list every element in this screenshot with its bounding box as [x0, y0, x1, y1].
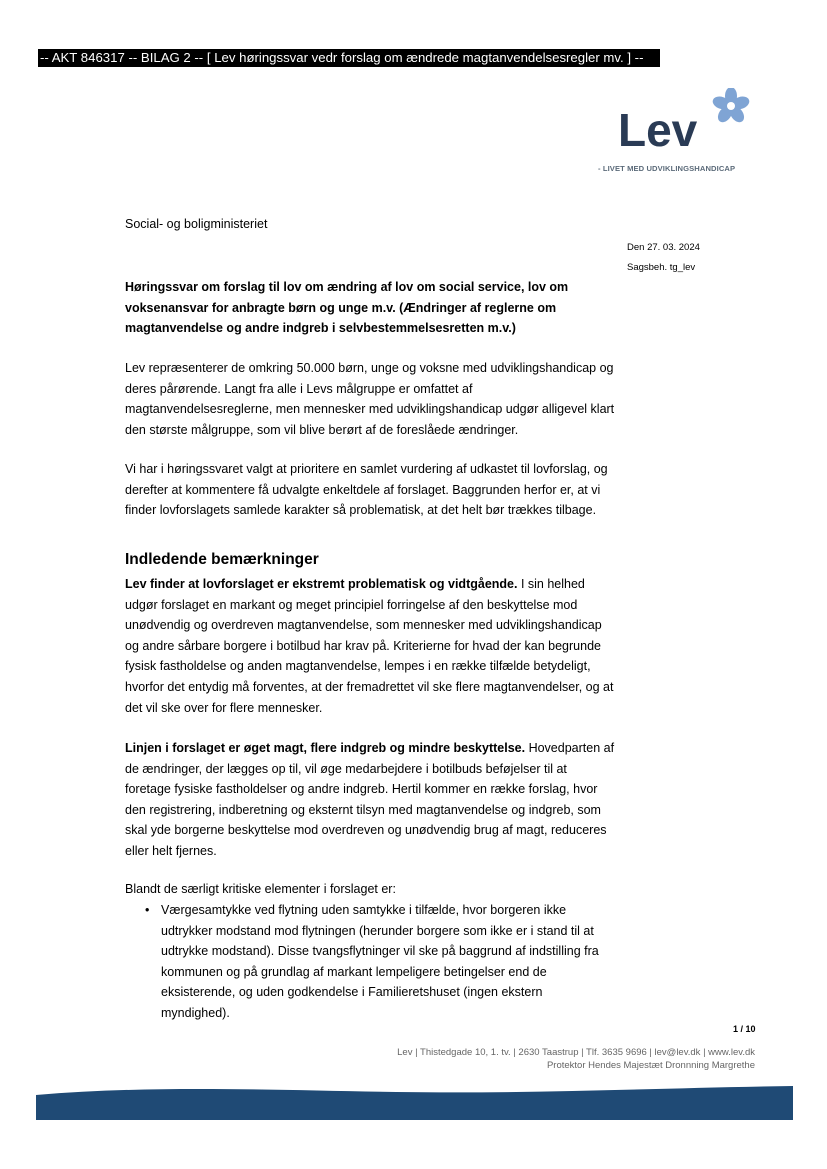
- logo-wordmark: Lev: [618, 104, 698, 156]
- akt-banner: -- AKT 846317 -- BILAG 2 -- [ Lev høringssvar vedr forslag om ændrede magtanvendelsesregler mv. ] --: [38, 49, 660, 67]
- lev-logo: [598, 88, 763, 178]
- letter-date: Den 27. 03. 2024: [627, 242, 700, 253]
- paragraph-more-force: [125, 738, 615, 862]
- case-handler: Sagsbeh. tg_lev: [627, 262, 696, 273]
- flower-icon: [711, 88, 751, 125]
- paragraph-problematic: [125, 574, 615, 718]
- list-item: [145, 900, 605, 1024]
- recipient: Social- og boligministeriet: [125, 217, 268, 231]
- paragraph-more-force-body: Hovedparten af de ændringer, der lægges op til, vil øge medarbejdere i botilbuds beføjelser til at foretage fysiske fastholdelser og andre indgreb. Hertil kommer en række forslag, hvor den registrering, indberetning og eksternt tilsyn med magtanvendelse og indgreb, som skal yde borgerne beskyttelse mod overdreven og unødvendig brug af magt, reduceres eller helt fjernes.: [125, 741, 615, 858]
- paragraph-problematic-lead: Lev finder at lovforslaget er ekstremt problematisk og vidtgående.: [125, 577, 518, 591]
- letter-meta: [627, 238, 700, 278]
- paragraph-intro: Lev repræsenterer de omkring 50.000 børn, unge og voksne med udviklingshandicap og deres pårørende. Langt fra alle i Levs målgruppe er omfattet af magtanvendelsesreglerne, men mennesker med udviklingshandicap udgør alligevel klart den største målgruppe, som vil blive berørt af de foreslåede ændringer.: [125, 361, 615, 437]
- logo-tagline: - LIVET MED UDVIKLINGSHANDICAP: [598, 164, 736, 173]
- footer-patron: Protektor Hendes Majestæt Dronnning Margrethe: [546, 1060, 755, 1071]
- subject-line: Høringssvar om forslag til lov om ændring af lov om social service, lov om voksenansvar for anbragte børn og unge m.v. (Ændringer af reglerne om magtanvendelse og andre indgreb i selvbestemmelsesretten m.v.): [125, 280, 569, 336]
- footer-address: Lev | Thistedgade 10, 1. tv. | 2630 Taastrup | Tlf. 3635 9696 | lev@lev.dk | www.lev.dk: [397, 1047, 755, 1058]
- bullet-icon: •: [145, 903, 150, 917]
- section-heading: Indledende bemærkninger: [125, 551, 319, 568]
- paragraph-critical-elements: Blandt de særligt kritiske elementer i forslaget er:: [125, 882, 396, 896]
- paragraph-priority: Vi har i høringssvaret valgt at prioritere en samlet vurdering af udkastet til lovforslag, og derefter at kommentere få udvalgte enkeltdele af forslaget. Baggrunden herfor er, at vi finder lovforslagets samlede karakter så problematisk, at det helt bør trækkes tilbage.: [125, 462, 608, 518]
- critical-elements-list: [145, 900, 605, 1024]
- paragraph-more-force-lead: Linjen i forslaget er øget magt, flere indgreb og mindre beskyttelse.: [125, 741, 526, 755]
- footer-wave: [36, 1080, 793, 1120]
- page-number: 1 / 10: [733, 1024, 756, 1034]
- list-item-text: Værgesamtykke ved flytning uden samtykke i tilfælde, hvor borgeren ikke udtrykker modstand mod flytningen (herunder borgere som ikke er i stand til at udtrykke modstand). Disse tvangsflytninger vil ske på baggrund af indstilling fra kommunen og på grundlag af markant lempeligere betingelser end de eksisterende, og uden godkendelse i Familieretshuset (ingen ekstern myndighed).: [161, 903, 599, 1020]
- lev-logo-mark: [616, 88, 761, 160]
- paragraph-problematic-body: I sin helhed udgør forslaget en markant og meget principiel forringelse af den beskyttelse mod unødvendig og overdreven magtanvendelse, som mennesker med udviklingshandicap og andre sårbare borgere i botilbud har krav på. Kriterierne for hvad der kan begrunde fysisk fastholdelse og anden magtanvendelse, lempes i en række tilfælde betydeligt, hvorfor det entydig må forventes, at der fremadrettet vil ske flere magtanvendelser, og at det vil ske over for flere mennesker.: [125, 577, 614, 715]
